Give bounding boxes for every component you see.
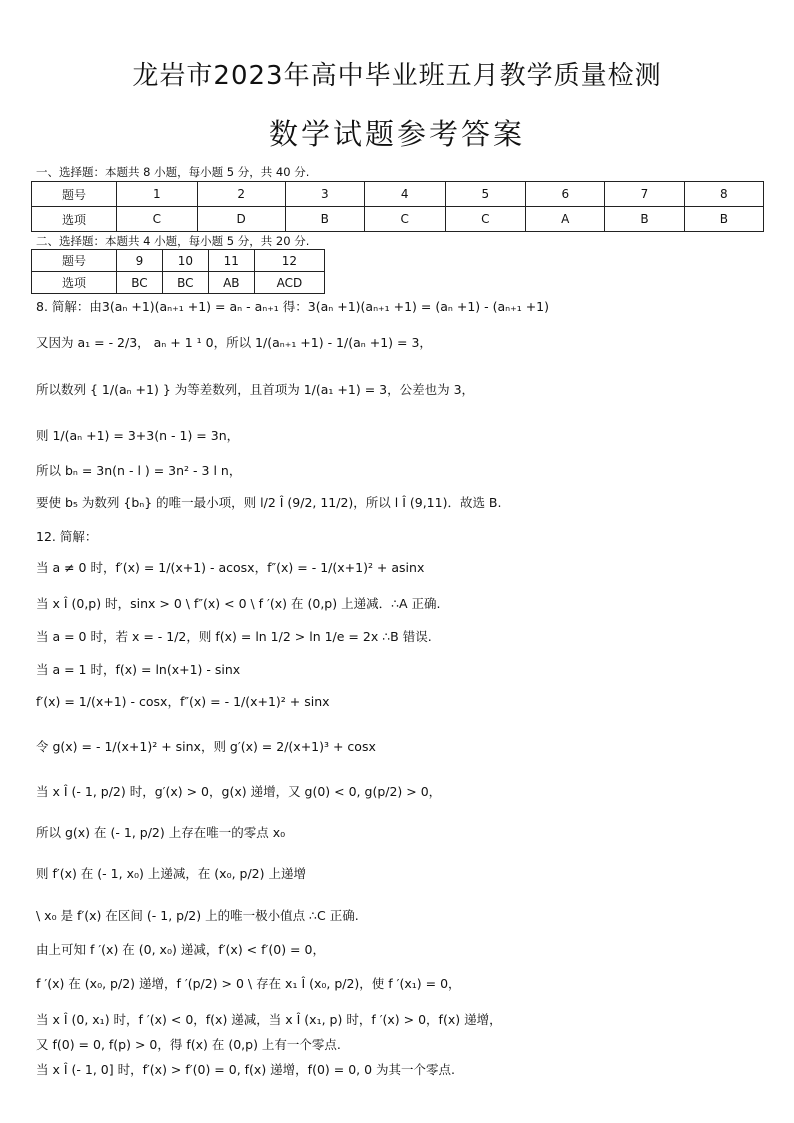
solution-line: 当 a = 0 时，若 x = - 1/2，则 f(x) = ln 1/2 > ln 1/e = 2x ∴B 错误. (36, 629, 432, 644)
table-cell: AB (208, 272, 254, 294)
table-row (32, 207, 764, 232)
table-cell: A (526, 207, 605, 232)
table-cell: 7 (605, 182, 684, 207)
solution-line: 又因为 a₁ = - 2/3， aₙ + 1 ¹ 0，所以 1/(aₙ₊₁ +1) - 1/(aₙ +1) = 3， (36, 335, 432, 350)
table-cell: 题号 (32, 250, 117, 272)
table-cell: 1 (117, 182, 198, 207)
table-cell: C (117, 207, 198, 232)
table-cell: B (285, 207, 364, 232)
table-row (32, 250, 325, 272)
table-cell: D (197, 207, 285, 232)
sub-title: 数学试题参考答案 (268, 117, 525, 151)
table-cell: 4 (364, 182, 445, 207)
solution-line: 由上可知 f ′(x) 在 (0, x₀) 递减，f′(x) < f′(0) = 0， (36, 942, 325, 957)
solution-line: 要使 b₅ 为数列 {bₙ} 的唯一最小项，则 l/2 Î (9/2, 11/2)，所以 l Î (9,11)．故选 B. (36, 495, 502, 510)
table-row (32, 182, 764, 207)
solution-line: 当 x Î (0,p) 时，sinx > 0 \ f″(x) < 0 \ f ′(x) 在 (0,p) 上递减．∴A 正确. (36, 596, 441, 611)
solution-line: 当 x Î (- 1, p/2) 时，g′(x) > 0，g(x) 递增，又 g(0) < 0, g(p/2) > 0， (36, 784, 442, 799)
table-cell: 12 (254, 250, 324, 272)
solution-line: 所以数列 { 1/(aₙ +1) } 为等差数列，且首项为 1/(a₁ +1) = 3，公差也为 3， (36, 382, 475, 397)
table-cell: 选项 (32, 207, 117, 232)
table-cell: C (364, 207, 445, 232)
table-cell: ACD (254, 272, 324, 294)
table-cell: 2 (197, 182, 285, 207)
solution-line: 当 x Î (0, x₁) 时，f ′(x) < 0，f(x) 递减，当 x Î (x₁, p) 时，f ′(x) > 0，f(x) 递增， (36, 1012, 502, 1027)
table-cell: 选项 (32, 272, 117, 294)
table-cell: 题号 (32, 182, 117, 207)
table-cell: B (605, 207, 684, 232)
table-cell: 11 (208, 250, 254, 272)
solution-line: f′(x) = 1/(x+1) - cosx，f″(x) = - 1/(x+1)² + sinx (36, 694, 330, 709)
table-cell: 5 (445, 182, 526, 207)
solution-line: 当 x Î (- 1, 0] 时，f′(x) > f′(0) = 0, f(x) 递增，f(0) = 0, 0 为其一个零点. (36, 1062, 455, 1077)
table-row (32, 272, 325, 294)
section-two-header: 二、选择题：本题共 4 小题，每小题 5 分，共 20 分. (36, 234, 310, 248)
solution-line: 当 a ≠ 0 时，f′(x) = 1/(x+1) - acosx，f″(x) = - 1/(x+1)² + asinx (36, 560, 425, 575)
answer-table-2 (31, 249, 325, 294)
table-cell: C (445, 207, 526, 232)
table-cell: 6 (526, 182, 605, 207)
table-cell: 8 (684, 182, 763, 207)
answer-table-1 (31, 181, 764, 232)
solution-line: 又 f(0) = 0, f(p) > 0，得 f(x) 在 (0,p) 上有一个零点. (36, 1037, 341, 1052)
table-cell: BC (117, 272, 163, 294)
solution-line: 8. 简解：由3(aₙ +1)(aₙ₊₁ +1) = aₙ - aₙ₊₁ 得：3(aₙ +1)(aₙ₊₁ +1) = (aₙ +1) - (aₙ₊₁ +1) (36, 299, 550, 314)
solution-line: 12. 简解： (36, 529, 98, 544)
table-cell: BC (162, 272, 208, 294)
solution-line: 当 a = 1 时，f(x) = ln(x+1) - sinx (36, 662, 241, 677)
solution-line: 所以 bₙ = 3n(n - l ) = 3n² - 3 l n， (36, 463, 242, 478)
solution-line: 则 1/(aₙ +1) = 3+3(n - 1) = 3n， (36, 428, 240, 443)
table-cell: 10 (162, 250, 208, 272)
solution-line: f ′(x) 在 (x₀, p/2) 递增，f ′(p/2) > 0 \ 存在 x₁ Î (x₀, p/2)，使 f ′(x₁) = 0， (36, 976, 461, 991)
table-cell: 3 (285, 182, 364, 207)
solution-line: \ x₀ 是 f′(x) 在区间 (- 1, p/2) 上的唯一极小值点 ∴C 正确. (36, 908, 359, 923)
solution-line: 所以 g(x) 在 (- 1, p/2) 上存在唯一的零点 x₀ (36, 825, 286, 840)
solution-line: 则 f′(x) 在 (- 1, x₀) 上递减，在 (x₀, p/2) 上递增 (36, 866, 306, 881)
section-one-header: 一、选择题：本题共 8 小题，每小题 5 分，共 40 分. (36, 165, 310, 179)
table-cell: B (684, 207, 763, 232)
solution-line: 令 g(x) = - 1/(x+1)² + sinx，则 g′(x) = 2/(x+1)³ + cosx (36, 739, 376, 754)
table-cell: 9 (117, 250, 163, 272)
main-title: 龙岩市2023年高中毕业班五月教学质量检测 (132, 61, 662, 91)
